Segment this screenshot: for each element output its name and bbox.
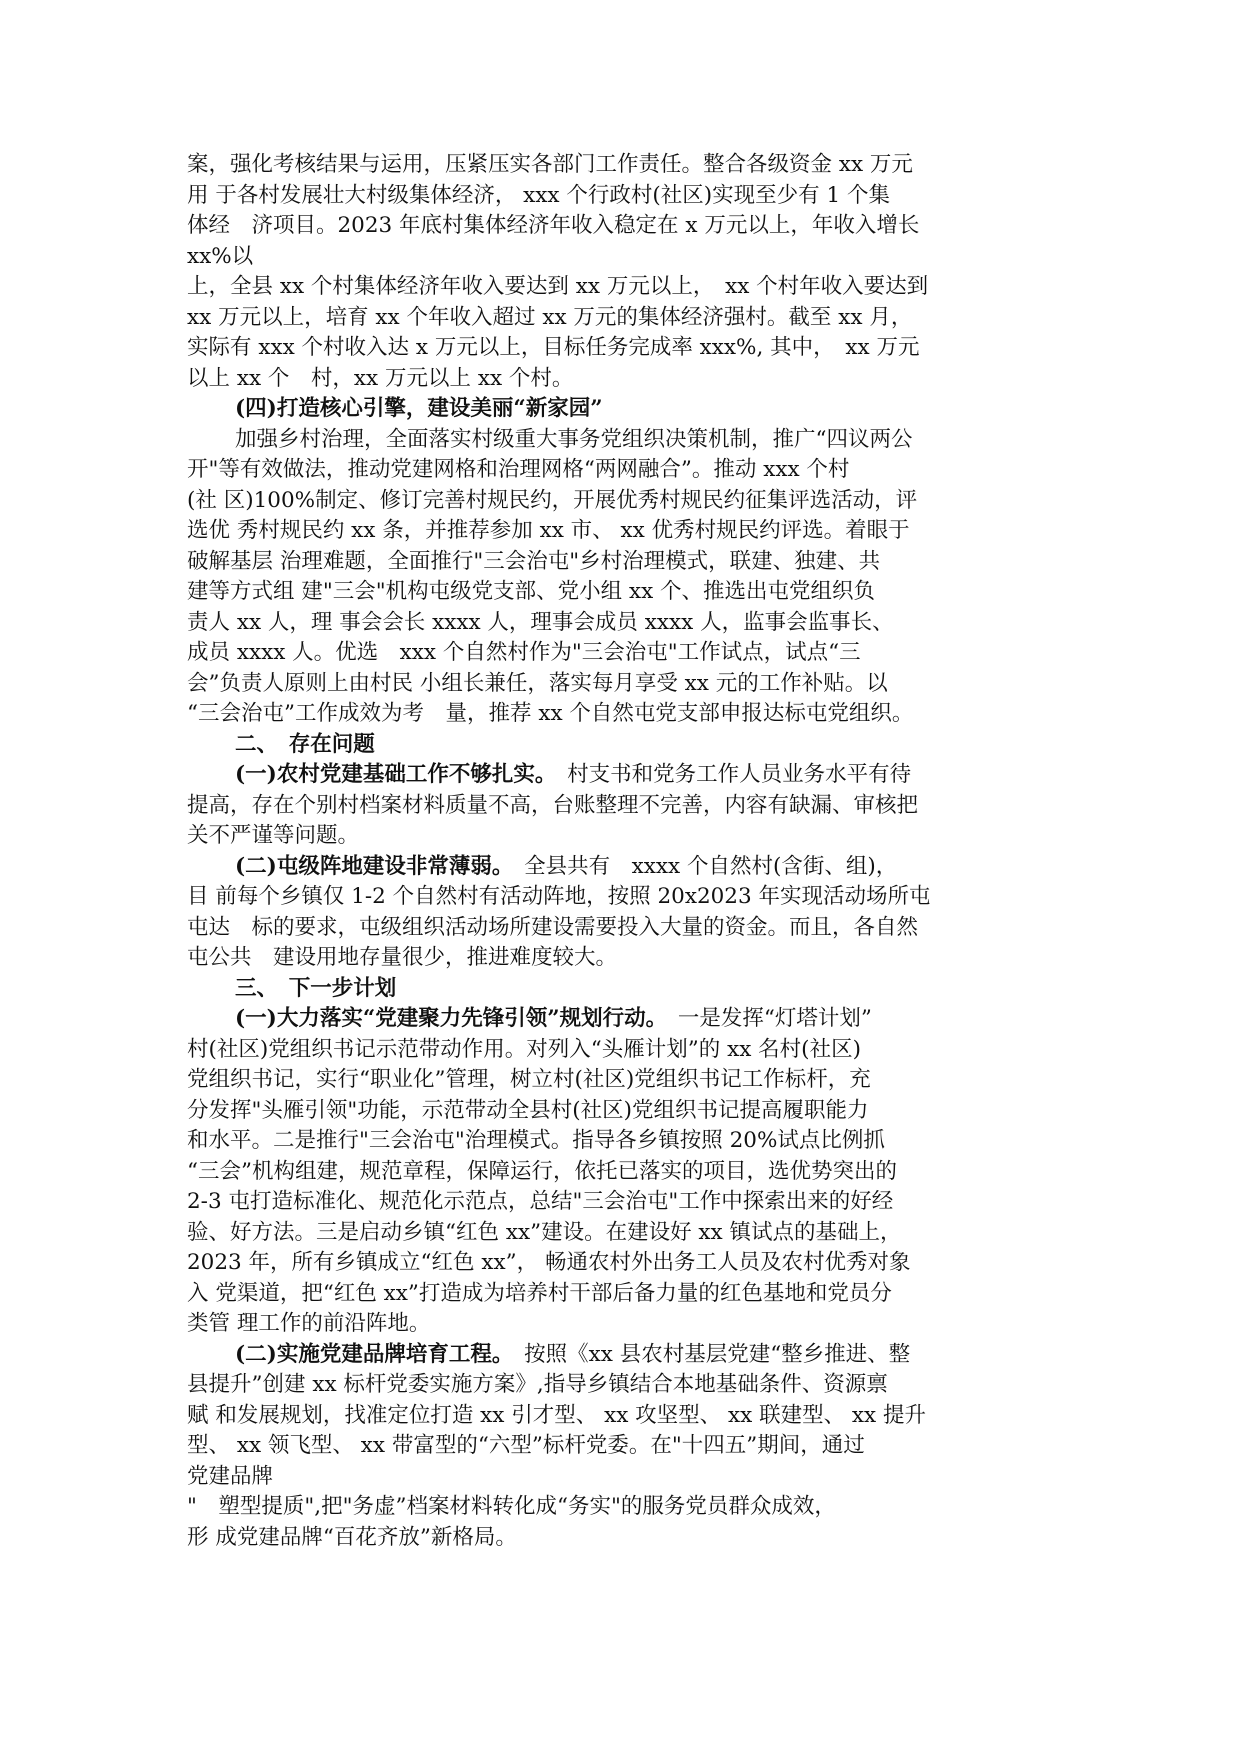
body-text-line: 加强乡村治理，全面落实村级重大事务党组织决策机制，推广“四议两公 — [235, 426, 913, 452]
body-text-line: 村(社区)党组织书记示范带动作用。对列入“头雁计划”的 xx 名村(社区) — [187, 1036, 861, 1062]
body-text-line: 党组织书记，实行“职业化”管理，树立村(社区)党组织书记工作标杆，充 — [187, 1067, 871, 1092]
body-text-line: 破解基层 治理难题，全面推行"三会治屯"乡村治理模式，联建、独建、共 — [187, 548, 881, 574]
body-text-line: 类管 理工作的前沿阵地。 — [187, 1311, 431, 1336]
body-text-line: 分发挥"头雁引领"功能，示范带动全县村(社区)党组织书记提高履职能力 — [187, 1097, 869, 1123]
body-text-line: 党建品牌 — [187, 1463, 274, 1489]
body-text-inline: 按照《xx 县农村基层党建“整乡推进、整 — [502, 1341, 911, 1367]
body-text-line: 型、 xx 领飞型、 xx 带富型的“六型”标杆党委。在"十四五”期间，通过 — [187, 1433, 865, 1458]
body-text-line: 和水平。二是推行"三会治屯"治理模式。指导各乡镇按照 20%试点比例抓 — [187, 1128, 885, 1153]
document-page — [187, 150, 1047, 1553]
body-text-line: 体经 济项目。2023 年底村集体经济年收入稳定在 x 万元以上，年收入增长 — [187, 213, 920, 238]
body-text-line: 屯达 标的要求，屯级组织活动场所建设需要投入大量的资金。而且，各自然 — [187, 914, 919, 940]
body-text-line: 屯公共 建设用地存量很少，推进难度较大。 — [187, 945, 618, 970]
body-text-line: xx 万元以上，培育 xx 个年收入超过 xx 万元的集体经济强村。截至 xx 月， — [187, 304, 913, 330]
subsection-heading-inline: (一)农村党建基础工作不够扎实。 — [235, 762, 546, 787]
subsection-heading-inline: (二)实施党建品牌培育工程。 — [235, 1341, 503, 1367]
body-text-line: 2-3 屯打造标准化、规范化示范点，总结"三会治屯"工作中探索出来的好经 — [187, 1189, 894, 1214]
body-text-line: 形 成党建品牌“百花齐放”新格局。 — [187, 1524, 517, 1550]
body-text-line — [187, 852, 1047, 883]
body-text-line: 成员 xxxx 人。优选 xxx 个自然村作为"三会治屯"工作试点，试点“三 — [187, 640, 861, 665]
subsection-heading: (四)打造核心引擎，建设美丽“新家园” — [235, 396, 603, 421]
body-text-line: 案，强化考核结果与运用，压紧压实各部门工作责任。整合各级资金 xx 万元 — [187, 152, 913, 177]
body-text-line: (社 区)100%制定、修订完善村规民约，开展优秀村规民约征集评选活动，评 — [187, 487, 918, 513]
body-text-line: 县提升”创建 xx 标杆党委实施方案》,指导乡镇结合本地基础条件、资源禀 — [187, 1372, 888, 1397]
body-text-line: 实际有 xxx 个村收入达 x 万元以上，目标任务完成率 xxx%, 其中， xx 万元 — [187, 335, 920, 360]
body-text-inline: 村支书和党务工作人员业务水平有待 — [545, 762, 912, 787]
body-text-line — [187, 760, 1047, 791]
body-text-line: 提高，存在个别村档案材料质量不高，台账整理不完善，内容有缺漏、审核把 — [187, 792, 919, 818]
body-text-line: “三会治屯”工作成效为考 量，推荐 xx 个自然屯党支部申报达标屯党组织。 — [187, 701, 914, 726]
body-text-line: 验、好方法。三是启动乡镇“红色 xx”建设。在建设好 xx 镇试点的基础上， — [187, 1219, 902, 1245]
body-text-line: 上，全县 xx 个村集体经济年收入要达到 xx 万元以上， xx 个村年收入要达到 — [187, 274, 929, 299]
subsection-heading-inline: (一)大力落实“党建聚力先锋引领”规划行动。 — [235, 1006, 657, 1031]
body-text-line: 建等方式组 建"三会"机构屯级党支部、党小组 xx 个、推选出屯党组织负 — [187, 579, 876, 604]
body-text-line: 目 前每个乡镇仅 1-2 个自然村有活动阵地，按照 20x2023 年实现活动场所屯 — [187, 884, 931, 909]
body-text-line: 用 于各村发展壮大村级集体经济， xxx 个行政村(社区)实现至少有 1 个集 — [187, 182, 891, 208]
body-text-line: 赋 和发展规划，找准定位打造 xx 引才型、 xx 攻坚型、 xx 联建型、 xx 提升 — [187, 1402, 927, 1428]
body-text-line: 开"等有效做法，推动党建网格和治理网格“两网融合”。推动 xxx 个村 — [187, 457, 850, 482]
body-text-line: 关不严谨等问题。 — [187, 823, 360, 848]
body-text-line: 责人 xx 人，理 事会会长 xxxx 人，理事会成员 xxxx 人，监事会监事长、 — [187, 609, 894, 635]
section-heading: 三、 下一步计划 — [235, 975, 397, 1001]
body-text-line — [187, 1004, 1047, 1035]
body-text-line: 选优 秀村规民约 xx 条，并推荐参加 xx 市、 xx 优秀村规民约评选。着眼于 — [187, 518, 910, 543]
body-text-line: “三会”机构组建，规范章程，保障运行，依托已落实的项目，选优势突出的 — [187, 1158, 897, 1184]
section-heading: 二、 存在问题 — [235, 731, 375, 757]
subsection-heading-inline: (二)屯级阵地建设非常薄弱。 — [235, 853, 503, 879]
body-text-line: 2023 年，所有乡镇成立“红色 xx”， 畅通农村外出务工人员及农村优秀对象 — [187, 1250, 911, 1275]
body-text-line: 入 党渠道，把“红色 xx”打造成为培养村干部后备力量的红色基地和党员分 — [187, 1280, 892, 1306]
body-text-line: " 塑型提质",把"务虚”档案材料转化成“务实"的服务党员群众成效， — [187, 1494, 836, 1519]
body-text-line — [187, 1340, 1047, 1371]
body-text-inline: 全县共有 xxxx 个自然村(含街、组)， — [502, 853, 898, 879]
body-text-line: 以上 xx 个 村，xx 万元以上 xx 个村。 — [187, 365, 574, 391]
body-text-line: 会”负责人原则上由村民 小组长兼任，落实每月享受 xx 元的工作补贴。以 — [187, 670, 888, 696]
body-text-inline: 一是发挥“灯塔计划” — [656, 1006, 872, 1031]
body-text-line: xx%以 — [187, 243, 254, 269]
